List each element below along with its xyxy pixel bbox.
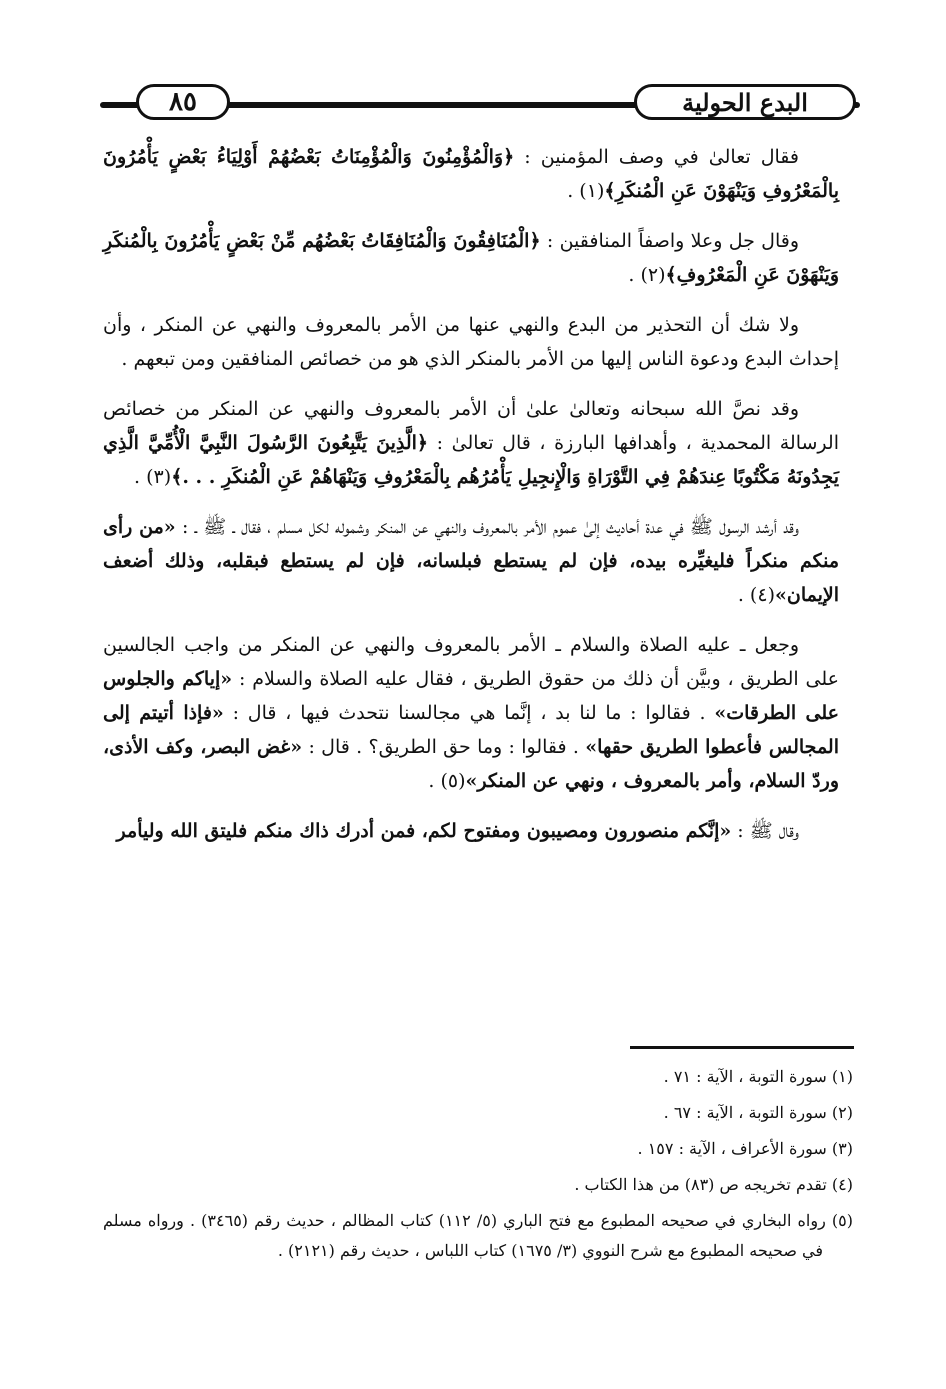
paragraph-text: وقال ﷺ : [731, 820, 799, 842]
hadith-quote: «غض البصر، وكف الأذى، وردّ السلام، وأمر بالمعروف ، ونهي عن المنكر» [103, 736, 839, 792]
main-text [103, 140, 839, 864]
quran-verse: ﴿الْمُنَافِقُونَ وَالْمُنَافِقَاتُ بَعْضُهُم مِّنْ بَعْضٍ يَأْمُرُونَ بِالْمُنكَرِ وَيَنْهَوْنَ عَنِ الْمَعْرُوفِ﴾ [103, 230, 839, 286]
paragraph-text: وقد أرشد الرسول ﷺ في عدة أحاديث إلىٰ عموم الأمر بالمعروف والنهي عن المنكر وشموله لكل مسلم ، فقال ـ ﷺ ـ : [175, 516, 799, 538]
footnote-ref: (٤) . [737, 584, 775, 606]
footnote-5: (٥) رواه البخاري في صحيحه المطبوع مع فتح الباري (٥/ ١١٢) كتاب المظالم ، حديث رقم (٣٤٦٥) . ورواه مسلم في صحيحه المطبوع مع شرح النووي (٣/ ١٦٧٥) كتاب اللباس ، حديث رقم (٢١٢١) . [103, 1211, 853, 1260]
hadith-quote: «من رأى منكم منكراً فليغيِّره بيده، فإن لم يستطع فبلسانه، فإن لم يستطع فبقلبه، وذلك أضعف الإيمان» [103, 516, 839, 606]
footnote-separator [630, 1046, 854, 1049]
footnote-ref: (١) . [567, 180, 605, 202]
paragraph-text: وقد نصَّ الله سبحانه وتعالىٰ علىٰ أن الأمر بالمعروف والنهي عن المنكر من خصائص الرسالة المحمدية ، وأهدافها البارزة ، قال تعالىٰ : [103, 398, 839, 454]
hadith-quote: «إنَّكم منصورون ومصيبون ومفتوح لكم، فمن أدرك ذاك منكم فليتق الله وليأمر [116, 820, 732, 842]
header-rule-middle [225, 102, 640, 108]
running-title: البدع الحولية [634, 84, 856, 120]
paragraph-innovation-warning [103, 308, 839, 376]
quran-verse: ﴿الَّذِينَ يَتَّبِعُونَ الرَّسُولَ النَّبِيَّ الْأُمِّيَّ الَّذِي يَجِدُونَهُ مَكْتُوبًا عِندَهُمْ فِي التَّوْرَاةِ وَالْإِنجِيلِ يَأْمُرُهُم بِالْمَعْرُوفِ وَيَنْهَاهُمْ عَنِ الْمُنكَرِ . . .﴾ [103, 432, 839, 488]
quran-verse: ﴿وَالْمُؤْمِنُونَ وَالْمُؤْمِنَاتُ بَعْضُهُمْ أَوْلِيَاءُ بَعْضٍ يَأْمُرُونَ بِالْمَعْرُوفِ وَيَنْهَوْنَ عَنِ الْمُنكَرِ﴾ [103, 146, 839, 202]
footnotes [103, 1062, 853, 1272]
page-header [100, 78, 860, 130]
footnote-4: (٤) تقدم تخريجه ص (٨٣) من هذا الكتاب . [574, 1175, 853, 1194]
paragraph-text: . فقالوا : ما لنا بد ، إنَّما هي مجالسنا نتحدث فيها ، قال : [223, 702, 715, 724]
paragraph-text: ولا شك أن التحذير من البدع والنهي عنها من الأمر بالمعروف والنهي عن المنكر ، وأن إحداث البدع ودعوة الناس إليها من الأمر بالمنكر الذي هو من خصائص المنافقين ومن تبعهم . [103, 314, 839, 370]
header-rule-left [100, 102, 140, 108]
footnote-ref: (٥) . [428, 770, 466, 792]
paragraph-believers [103, 140, 839, 208]
footnote-1: (١) سورة التوبة ، الآية : ٧١ . [663, 1067, 853, 1086]
paragraph-road-rights [103, 628, 839, 798]
paragraph-text: وجعل ـ عليه الصلاة والسلام ـ الأمر بالمعروف والنهي عن المنكر من واجب الجالسين على الطريق ، وبيَّن أن ذلك من حقوق الطريق ، فقال عليه الصلاة والسلام : [103, 634, 840, 690]
paragraph-text: . فقالوا : وما حق الطريق؟ . قال : [302, 736, 586, 758]
page-number: ٨٥ [136, 84, 230, 120]
paragraph-prophetic-mission [103, 392, 839, 494]
footnote-ref: (٢) . [628, 264, 666, 286]
paragraph-hadith-change-evil [103, 510, 839, 612]
paragraph-text: وقال جل وعلا واصفاً المنافقين : [540, 230, 799, 252]
footnote-2: (٢) سورة التوبة ، الآية : ٦٧ . [663, 1103, 853, 1122]
footnote-3: (٣) سورة الأعراف ، الآية : ١٥٧ . [637, 1139, 853, 1158]
footnote-ref: (٣) . [134, 466, 172, 488]
paragraph-victory-hadith [103, 814, 839, 848]
hadith-quote: «إياكم والجلوس على الطرقات» [103, 668, 839, 724]
hadith-quote: «فإذا أتيتم إلى المجالس فأعطوا الطريق حقها» [103, 702, 840, 758]
paragraph-text: فقال تعالىٰ في وصف المؤمنين : [514, 146, 799, 168]
paragraph-hypocrites [103, 224, 839, 292]
